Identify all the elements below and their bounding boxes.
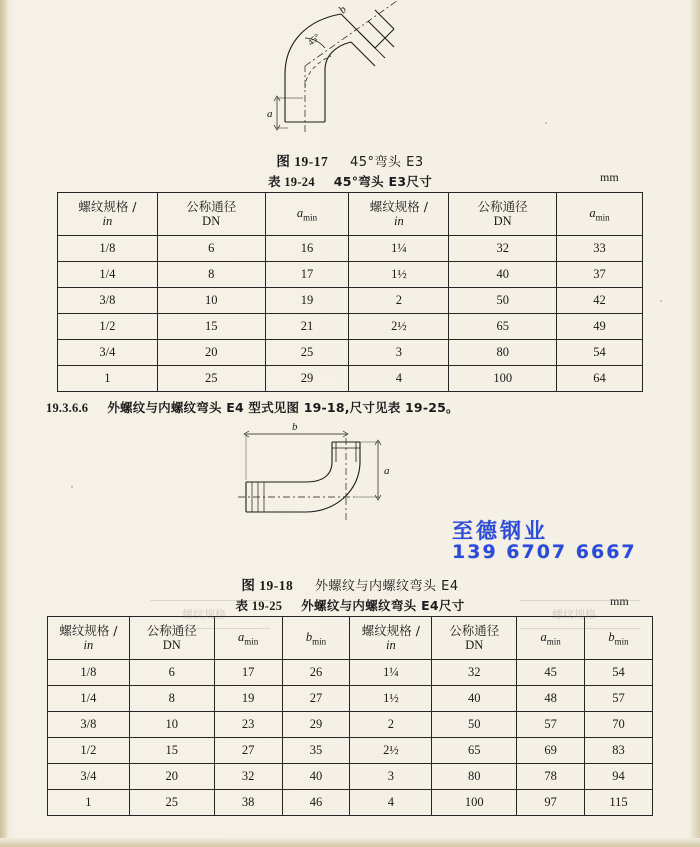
- cell: 1: [58, 366, 158, 392]
- cell: 100: [432, 790, 517, 816]
- th-dn-left: 公称通径 DN: [129, 617, 214, 660]
- cell: 25: [157, 366, 265, 392]
- paper-speck: [71, 486, 73, 488]
- cell: 40: [432, 686, 517, 712]
- figure1-caption-text: 45°弯头 E3: [349, 155, 424, 170]
- cell: 1/8: [48, 660, 130, 686]
- figure2-dim-b-label: b: [292, 421, 298, 433]
- cell: 80: [449, 340, 557, 366]
- figure2-caption-label: 图 19-18: [241, 578, 294, 593]
- cell: 54: [585, 660, 653, 686]
- page-edge-left: [0, 0, 7, 847]
- cell: 2½: [350, 738, 432, 764]
- cell: 16: [265, 236, 349, 262]
- figure1-caption: [0, 150, 700, 170]
- cell: 1½: [349, 262, 449, 288]
- cell: 25: [129, 790, 214, 816]
- bleed-through-left: 螺纹规格: [182, 608, 226, 621]
- cell: 1¼: [350, 660, 432, 686]
- table-row: [48, 686, 653, 712]
- th-b-left: $b_{min}$: [282, 617, 350, 660]
- figure-45-elbow-drawing: [255, 4, 455, 144]
- watermark-company: 至德钢业: [452, 519, 548, 543]
- cell: 15: [157, 314, 265, 340]
- cell: 29: [282, 712, 350, 738]
- table2-title-label: 表 19-25: [235, 599, 283, 613]
- cell: 6: [129, 660, 214, 686]
- cell: 1/8: [58, 236, 158, 262]
- cell: 32: [432, 660, 517, 686]
- cell: 3/8: [48, 712, 130, 738]
- table-row: [48, 764, 653, 790]
- bleed-through-right: 螺纹规格: [552, 608, 596, 621]
- table-19-25: [47, 616, 653, 816]
- cell: 48: [517, 686, 585, 712]
- cell: 65: [432, 738, 517, 764]
- th-thread-left: 螺纹规格 / in: [58, 193, 158, 236]
- cell: 3/4: [48, 764, 130, 790]
- cell: 1: [48, 790, 130, 816]
- table-row: [58, 288, 643, 314]
- cell: 6: [157, 236, 265, 262]
- cell: 10: [129, 712, 214, 738]
- cell: 8: [157, 262, 265, 288]
- figure1-dim-b-label: b: [336, 3, 350, 17]
- cell: 78: [517, 764, 585, 790]
- table-row: [48, 790, 653, 816]
- cell: 3: [349, 340, 449, 366]
- figure1-angle-label: 45°: [305, 31, 322, 48]
- paper-speck: [660, 300, 662, 302]
- th-thread-right: 螺纹规格 / in: [349, 193, 449, 236]
- th-a-left: $a_{min}$: [214, 617, 282, 660]
- cell: 8: [129, 686, 214, 712]
- bleed-line: [150, 628, 270, 629]
- cell: 1/4: [58, 262, 158, 288]
- table1-title-text: 45°弯头 E3尺寸: [333, 174, 432, 189]
- th-dn-left: 公称通径 DN: [157, 193, 265, 236]
- cell: 20: [129, 764, 214, 790]
- table1-unit: mm: [600, 170, 619, 184]
- cell: 32: [449, 236, 557, 262]
- th-b-right: $b_{min}$: [585, 617, 653, 660]
- th-a-right: $a_{min}$: [517, 617, 585, 660]
- cell: 15: [129, 738, 214, 764]
- cell: 1½: [350, 686, 432, 712]
- page-edge-right: [690, 0, 700, 847]
- cell: 97: [517, 790, 585, 816]
- cell: 57: [517, 712, 585, 738]
- section-text: 外螺纹与内螺纹弯头 E4 型式见图 19-18,尺寸见表 19-25。: [107, 400, 459, 415]
- table-row: [58, 366, 643, 392]
- cell: 35: [282, 738, 350, 764]
- section-number: 19.3.6.6: [46, 401, 89, 415]
- th-dn-right: 公称通径 DN: [449, 193, 557, 236]
- page-edge-bottom: [0, 838, 700, 847]
- table1-title: [0, 172, 700, 190]
- figure2-caption-text: 外螺纹与内螺纹弯头 E4: [315, 579, 459, 594]
- table-row: [58, 314, 643, 340]
- cell: 27: [282, 686, 350, 712]
- cell: 50: [449, 288, 557, 314]
- table-row: [58, 262, 643, 288]
- bleed-line: [150, 600, 270, 601]
- cell: 29: [265, 366, 349, 392]
- bleed-line: [520, 628, 640, 629]
- cell: 23: [214, 712, 282, 738]
- section-paragraph: [46, 398, 459, 416]
- cell: 69: [517, 738, 585, 764]
- cell: 25: [265, 340, 349, 366]
- cell: 49: [557, 314, 643, 340]
- cell: 2: [350, 712, 432, 738]
- cell: 38: [214, 790, 282, 816]
- cell: 10: [157, 288, 265, 314]
- th-a-left: $a_{min}$: [265, 193, 349, 236]
- cell: 115: [585, 790, 653, 816]
- cell: 1¼: [349, 236, 449, 262]
- table2-unit: mm: [610, 594, 629, 608]
- paper-speck: [545, 122, 547, 124]
- cell: 21: [265, 314, 349, 340]
- th-a-right: $a_{min}$: [557, 193, 643, 236]
- cell: 1/2: [58, 314, 158, 340]
- table-row: [48, 712, 653, 738]
- figure2-dim-a-label: a: [384, 465, 390, 477]
- cell: 4: [349, 366, 449, 392]
- cell: 33: [557, 236, 643, 262]
- cell: 42: [557, 288, 643, 314]
- cell: 70: [585, 712, 653, 738]
- cell: 17: [265, 262, 349, 288]
- cell: 54: [557, 340, 643, 366]
- figure-e4-elbow-drawing: [232, 421, 432, 558]
- cell: 64: [557, 366, 643, 392]
- figure2-caption: [0, 574, 700, 594]
- cell: 26: [282, 660, 350, 686]
- cell: 4: [350, 790, 432, 816]
- cell: 40: [449, 262, 557, 288]
- table-19-24-header-row: [58, 193, 643, 236]
- cell: 94: [585, 764, 653, 790]
- cell: 19: [214, 686, 282, 712]
- cell: 3: [350, 764, 432, 790]
- cell: 32: [214, 764, 282, 790]
- table-row: [48, 738, 653, 764]
- cell: 2½: [349, 314, 449, 340]
- th-thread-right: 螺纹规格 / in: [350, 617, 432, 660]
- cell: 20: [157, 340, 265, 366]
- cell: 3/8: [58, 288, 158, 314]
- cell: 37: [557, 262, 643, 288]
- cell: 50: [432, 712, 517, 738]
- table-19-24: [57, 192, 643, 392]
- cell: 1/4: [48, 686, 130, 712]
- cell: 40: [282, 764, 350, 790]
- cell: 17: [214, 660, 282, 686]
- cell: 100: [449, 366, 557, 392]
- table-19-25-header-row: [48, 617, 653, 660]
- cell: 65: [449, 314, 557, 340]
- cell: 1/2: [48, 738, 130, 764]
- figure1-dim-a-label: a: [267, 108, 273, 120]
- bleed-line: [520, 600, 640, 601]
- th-dn-right: 公称通径 DN: [432, 617, 517, 660]
- cell: 57: [585, 686, 653, 712]
- table-row: [48, 660, 653, 686]
- watermark-phone: 139 6707 6667: [452, 541, 637, 563]
- th-thread-left: 螺纹规格 / in: [48, 617, 130, 660]
- table2-title-text: 外螺纹与内螺纹弯头 E4尺寸: [301, 598, 465, 613]
- cell: 2: [349, 288, 449, 314]
- cell: 83: [585, 738, 653, 764]
- table-row: [58, 340, 643, 366]
- cell: 80: [432, 764, 517, 790]
- table1-title-label: 表 19-24: [268, 175, 315, 189]
- table-row: [58, 236, 643, 262]
- figure1-caption-label: 图 19-17: [276, 154, 329, 169]
- cell: 3/4: [58, 340, 158, 366]
- cell: 19: [265, 288, 349, 314]
- cell: 45: [517, 660, 585, 686]
- cell: 46: [282, 790, 350, 816]
- cell: 27: [214, 738, 282, 764]
